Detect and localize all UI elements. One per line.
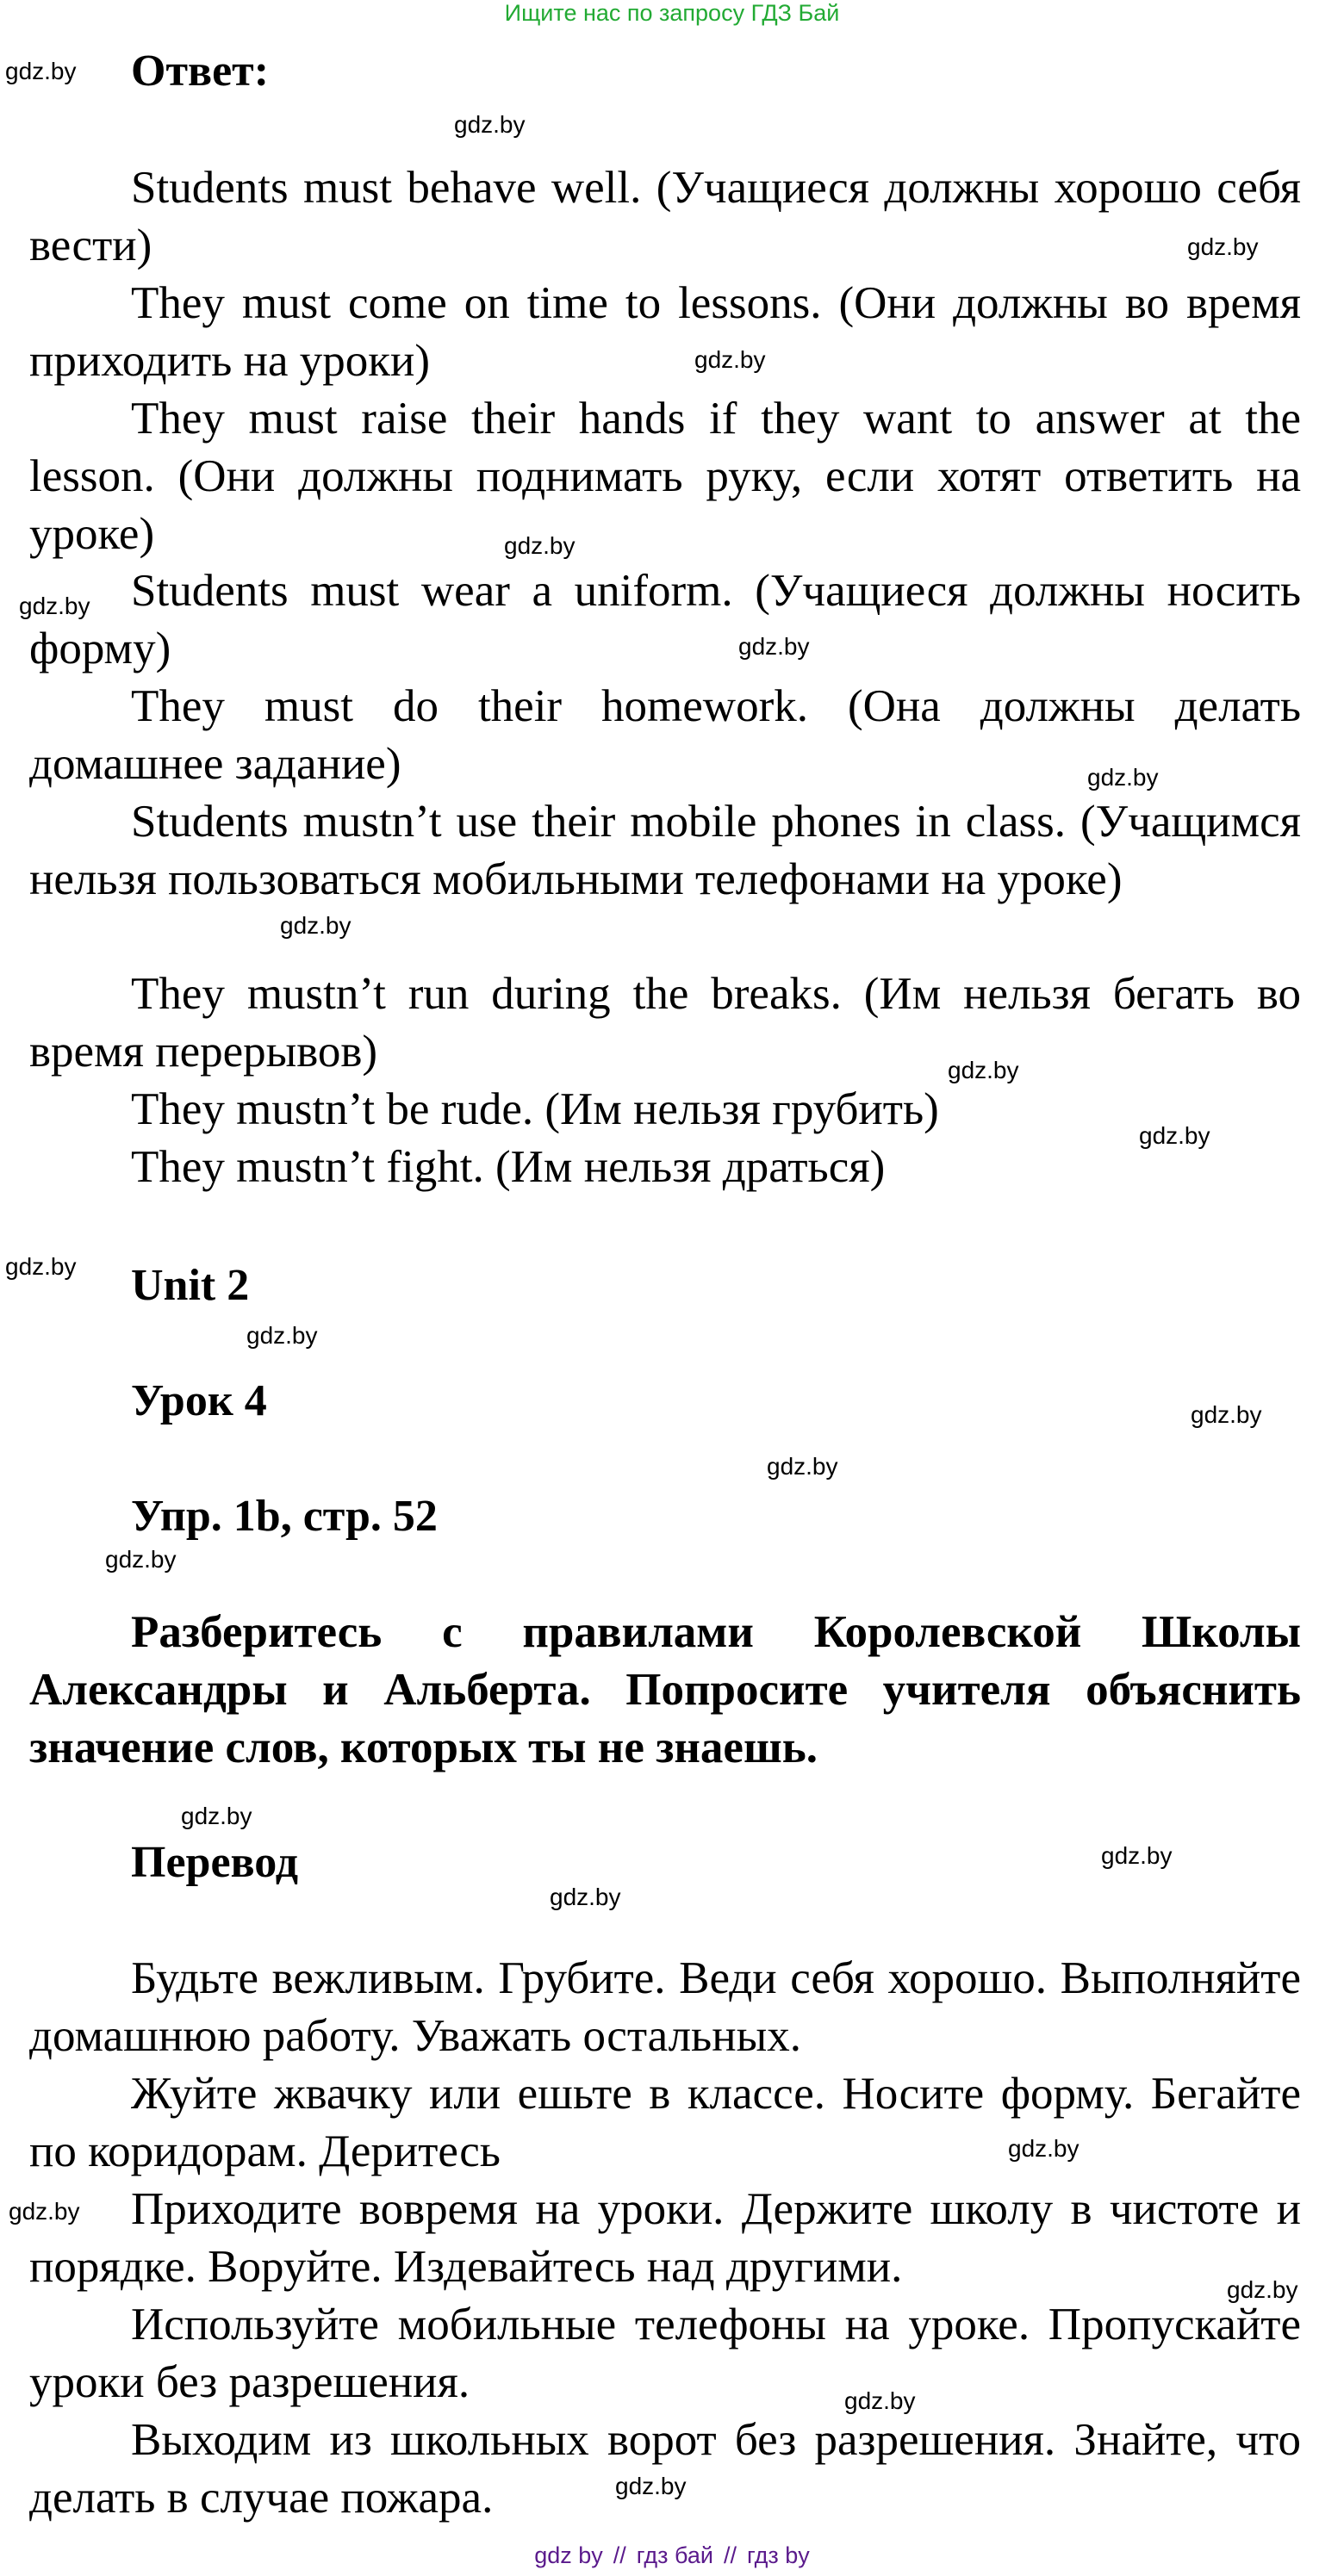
task-text: Разберитесь с правилами Королевской Школы Александры и Альберта. Попросите учителя объяснить значение слов, которых ты не знаешь.: [29, 1607, 1301, 1772]
answer-paragraph: Students must behave well. (Учащиеся должны хорошо себя вести): [29, 163, 1301, 270]
watermark: gdz.by: [246, 1322, 318, 1349]
search-hint-link[interactable]: Ищите нас по запросу ГДЗ Бай: [504, 0, 840, 26]
answer-paragraph: They must do their homework. (Она должны делать домашнее задание): [29, 681, 1301, 789]
translation-paragraph: Приходите вовремя на уроки. Держите школу в чистоте и порядке. Воруйте. Издевайтесь над другими.: [29, 2184, 1301, 2292]
watermark: gdz.by: [5, 1253, 77, 1280]
watermark: gdz.by: [280, 912, 352, 939]
watermark: gdz.by: [454, 111, 526, 138]
watermark: gdz.by: [1191, 1401, 1262, 1428]
watermark: gdz.by: [615, 2473, 687, 2499]
translation-title: Перевод: [131, 1838, 299, 1887]
lesson-heading: Урок 4: [131, 1376, 267, 1425]
watermark: gdz.by: [181, 1803, 252, 1829]
watermark: gdz.by: [738, 633, 810, 660]
answer-paragraph: They mustn’t run during the breaks. (Им нельзя бегать во время перерывов): [29, 969, 1301, 1077]
watermark: gdz.by: [1087, 764, 1159, 791]
answer-paragraph: They must raise their hands if they want to answer at the lesson. (Они должны поднимать руку, если хотят ответить на уроке): [29, 394, 1301, 559]
exercise-heading: Упр. 1b, стр. 52: [131, 1492, 438, 1541]
watermark: gdz.by: [5, 58, 77, 84]
footer-link-gdz-by-ru[interactable]: гдз by: [747, 2542, 810, 2568]
unit-heading: Unit 2: [131, 1261, 250, 1310]
answer-paragraph: They must come on time to lessons. (Они должны во время приходить на уроки): [29, 278, 1301, 386]
translation-paragraph: Жуйте жвачку или ешьте в классе. Носите форму. Бегайте по коридорам. Деритесь: [29, 2069, 1301, 2176]
answer-paragraph: They mustn’t fight. (Им нельзя драться): [131, 1142, 886, 1192]
footer-links: [0, 2542, 1344, 2569]
watermark: gdz.by: [1139, 1122, 1210, 1149]
watermark: gdz.by: [694, 346, 766, 373]
footer-link-gdz-by[interactable]: gdz by: [534, 2542, 603, 2568]
translation-paragraph: Выходим из школьных ворот без разрешения. Знайте, что делать в случае пожара.: [29, 2415, 1301, 2523]
watermark: gdz.by: [9, 2198, 80, 2225]
watermark: gdz.by: [1101, 1842, 1173, 1869]
watermark: gdz.by: [550, 1884, 621, 1910]
answer-paragraph: They mustn’t be rude. (Им нельзя грубить): [131, 1084, 939, 1134]
answer-title: Ответ:: [131, 47, 270, 96]
watermark: gdz.by: [844, 2387, 916, 2414]
answer-paragraph: Students must wear a uniform. (Учащиеся должны носить форму): [29, 566, 1301, 673]
answer-paragraph: Students mustn’t use their mobile phones in class. (Учащимся нельзя пользоваться мобильными телефонами на уроке): [29, 797, 1301, 904]
watermark: gdz.by: [1227, 2276, 1298, 2303]
translation-paragraph: Будьте вежливым. Грубите. Веди себя хорошо. Выполняйте домашнюю работу. Уважать остальных.: [29, 1953, 1301, 2061]
watermark: gdz.by: [1008, 2135, 1080, 2162]
footer-separator: //: [723, 2542, 737, 2568]
watermark: gdz.by: [767, 1453, 838, 1480]
watermark: gdz.by: [105, 1546, 177, 1573]
watermark: gdz.by: [19, 593, 90, 619]
footer-link-gdz-bai[interactable]: гдз бай: [636, 2542, 713, 2568]
translation-paragraph: Используйте мобильные телефоны на уроке. Пропускайте уроки без разрешения.: [29, 2300, 1301, 2407]
watermark: gdz.by: [948, 1057, 1019, 1083]
watermark: gdz.by: [504, 532, 576, 559]
watermark: gdz.by: [1187, 233, 1259, 260]
footer-separator: //: [613, 2542, 626, 2568]
